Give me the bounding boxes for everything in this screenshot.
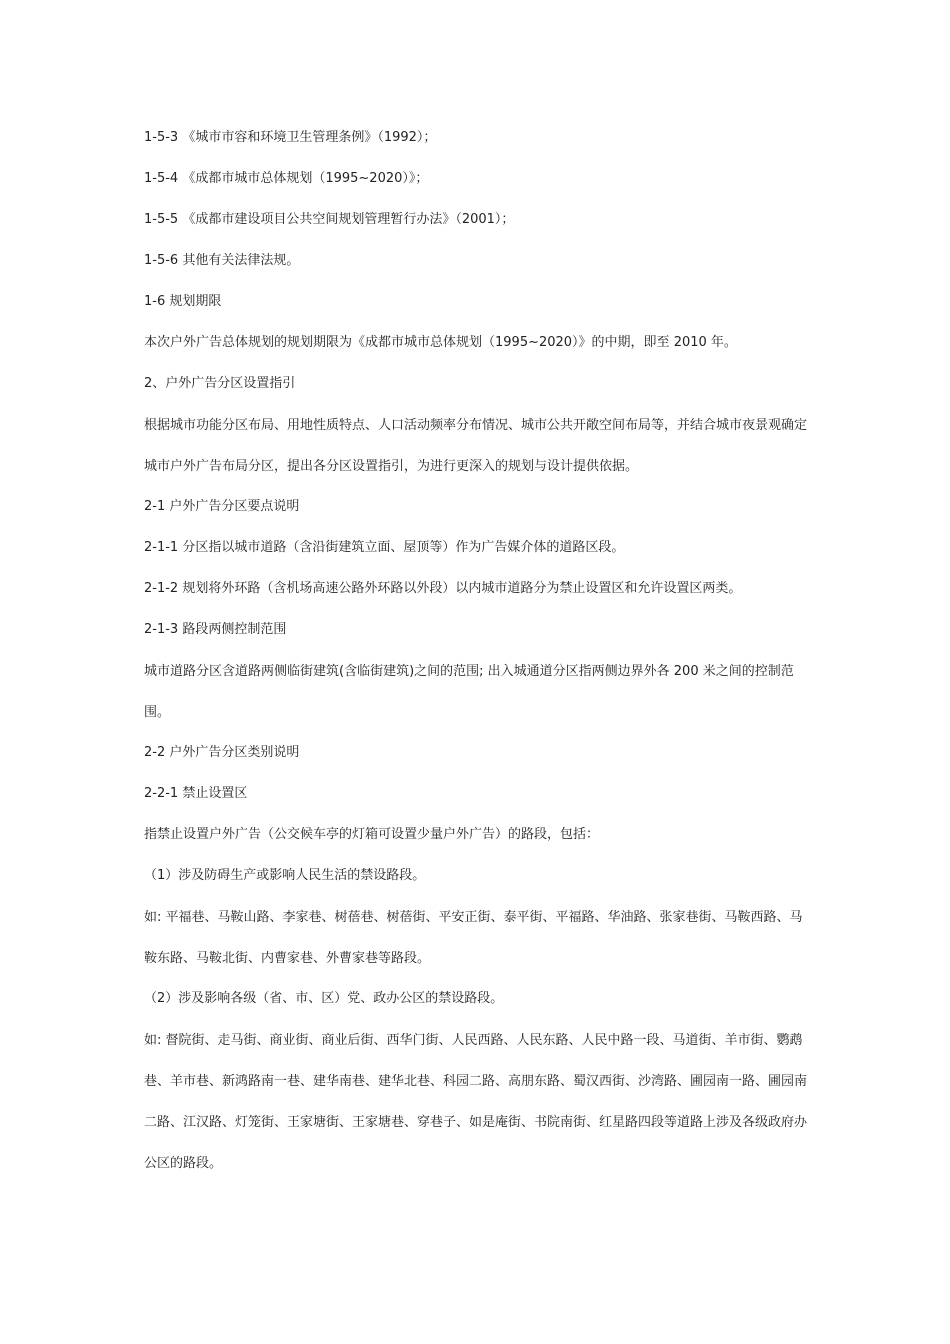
- clause-2-1-1: 2-1-1 分区指以城市道路（含沿街建筑立面、屋顶等）作为广告媒介体的道路区段。: [144, 540, 625, 555]
- planning-period-text: 本次户外广告总体规划的规划期限为《成都市城市总体规划（1995~2020）》的中期，即至 2010 年。: [144, 335, 737, 350]
- section-heading-2-2: 2-2 户外广告分区类别说明: [144, 745, 300, 760]
- prohibited-item-1: （1）涉及防碍生产或影响人民生活的禁设路段。: [144, 868, 426, 883]
- clause-1-5-4: 1-5-4 《成都市城市总体规划（1995~2020）》；: [144, 171, 429, 186]
- prohibited-roads-list-2: 如: 督院街、走马街、商业街、商业后街、西华门街、人民西路、人民东路、人民中路一段、马道街、羊市街、鹦鹉巷、羊市巷、新鸿路南一巷、建华南巷、建华北巷、科园二路、高朋东路、蜀汉西街、沙湾路、圃园南一路、圃园南二路、江汉路、灯笼街、王家塘街、王家塘巷、穿巷子、如是庵街、书院南街、红星路四段等道路上涉及各级政府办公区的路段。: [144, 1033, 808, 1171]
- clause-1-5-3: 1-5-3 《城市市容和环境卫生管理条例》（1992）；: [144, 130, 437, 145]
- prohibited-item-2: （2）涉及影响各级（省、市、区）党、政办公区的禁设路段。: [144, 991, 504, 1006]
- clause-1-5-5: 1-5-5 《成都市建设项目公共空间规划管理暂行办法》（2001）；: [144, 212, 515, 227]
- prohibited-roads-list-1: 如: 平福巷、马鞍山路、李家巷、树蓓巷、树蓓街、平安正街、泰平街、平福路、华油路、张家巷街、马鞍西路、马鞍东路、马鞍北街、内曹家巷、外曹家巷等路段。: [144, 910, 803, 966]
- section-heading-2: 2、户外广告分区设置指引: [144, 376, 296, 391]
- control-range-paragraph: 城市道路分区含道路两侧临街建筑(含临街建筑)之间的范围; 出入城通道分区指两侧边界外各 200 米之间的控制范围。: [144, 664, 794, 720]
- clause-2-1-2: 2-1-2 规划将外环路（含机场高速公路外环路以外段）以内城市道路分为禁止设置区和允许设置区两类。: [144, 581, 742, 596]
- section-heading-1-6: 1-6 规划期限: [144, 294, 222, 309]
- clause-1-5-6: 1-5-6 其他有关法律法规。: [144, 253, 300, 268]
- clause-2-1-3: 2-1-3 路段两侧控制范围: [144, 622, 287, 637]
- zoning-basis-paragraph: 根据城市功能分区布局、用地性质特点、人口活动频率分布情况、城市公共开敞空间布局等，并结合城市夜景观确定城市户外广告布局分区，提出各分区设置指引，为进行更深入的规划与设计提供依据。: [144, 418, 808, 474]
- document-body: [144, 126, 812, 1192]
- section-heading-2-1: 2-1 户外广告分区要点说明: [144, 499, 300, 514]
- prohibited-zone-definition: 指禁止设置户外广告（公交候车亭的灯箱可设置少量户外广告）的路段，包括：: [144, 827, 600, 842]
- clause-2-2-1: 2-2-1 禁止设置区: [144, 786, 248, 801]
